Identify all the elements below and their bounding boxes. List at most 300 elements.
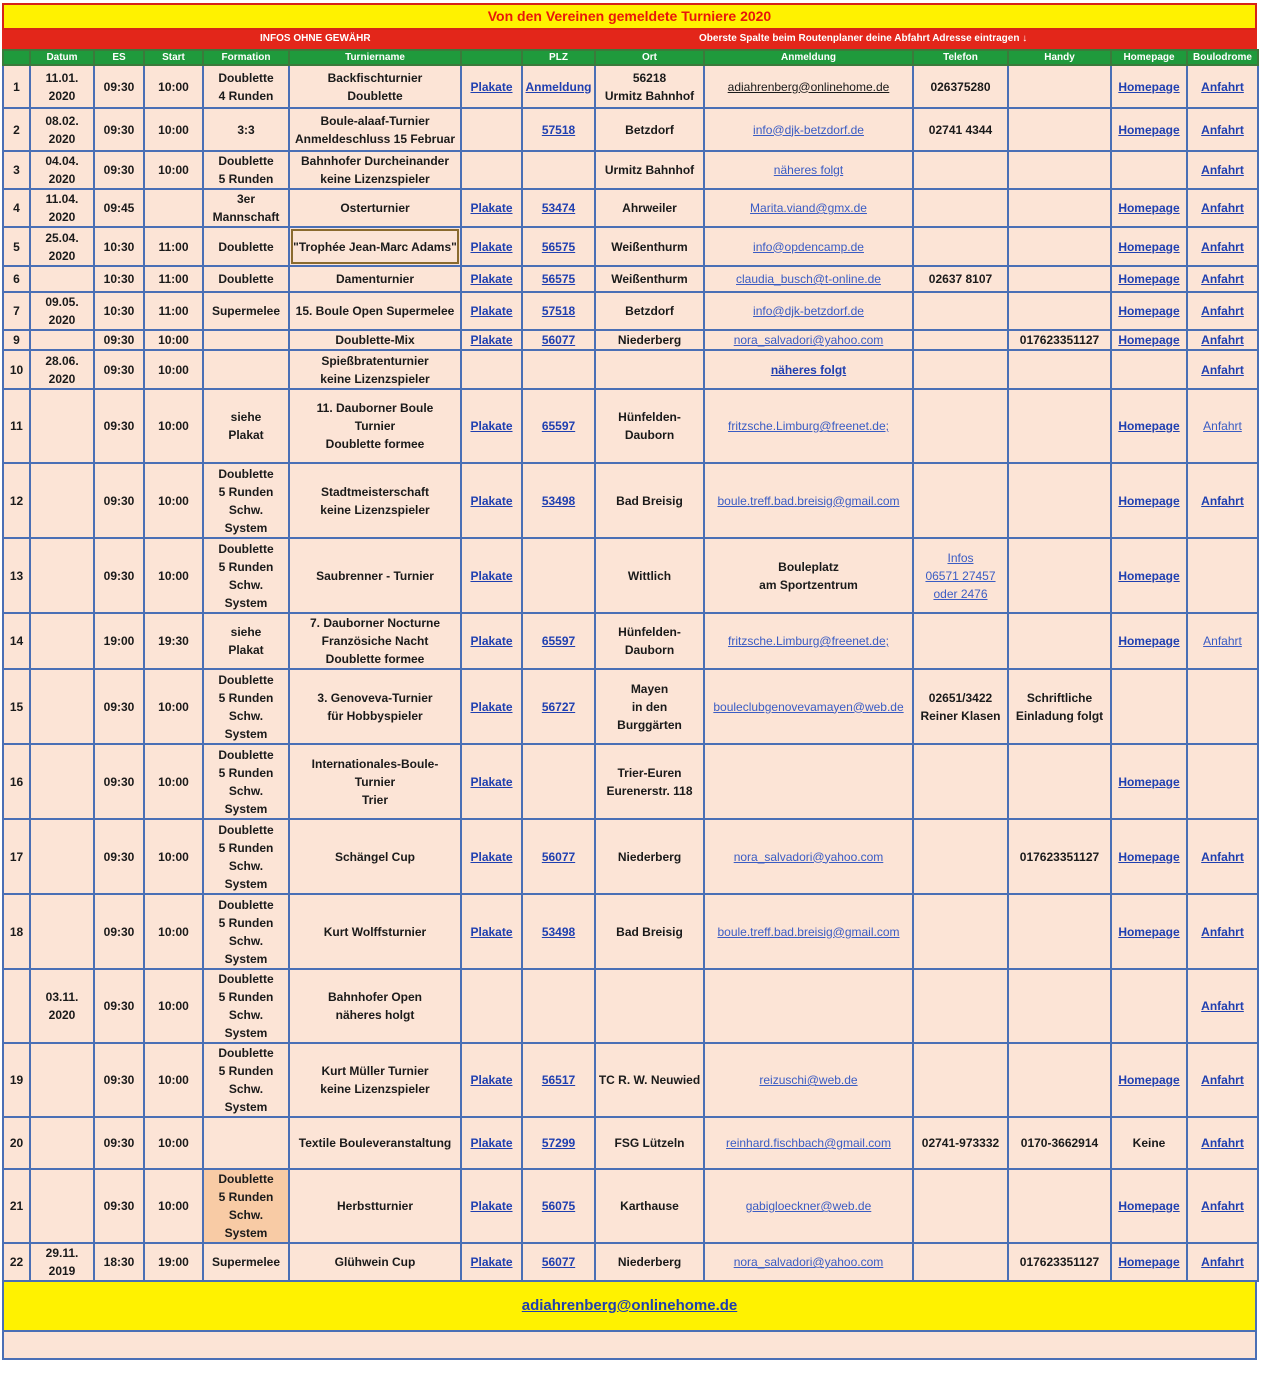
registration-cell[interactable] <box>704 1243 913 1281</box>
registration-cell[interactable] <box>704 227 913 266</box>
poster-link-cell-text[interactable]: Plakate <box>470 493 513 508</box>
poster-link-cell-text[interactable]: Plakate <box>470 419 513 433</box>
registration-cell-text[interactable]: bouleclubgenovevamayen@web.de <box>713 699 904 714</box>
directions-link-cell <box>1187 744 1258 819</box>
directions-link-cell-text[interactable]: Anfahrt <box>1201 362 1244 377</box>
start-time-cell-text: 11:00 <box>158 304 189 318</box>
phone-cell-text: 02741 4344 <box>928 122 993 137</box>
directions-link-cell <box>1187 538 1258 613</box>
homepage-cell <box>1111 1117 1187 1169</box>
registration-cell[interactable] <box>704 463 913 538</box>
start-time-cell-text: 10:00 <box>158 774 189 789</box>
location-cell-text: Hünfelden- Dauborn <box>618 625 681 657</box>
registration-cell-text[interactable]: boule.treff.bad.breisig@gmail.com <box>717 493 900 508</box>
phone-cell <box>913 613 1008 669</box>
registration-cell-text[interactable]: Marita.viand@gmx.de <box>750 201 867 215</box>
directions-link-cell[interactable] <box>1187 292 1258 330</box>
plz-cell-text[interactable]: 56077 <box>541 1255 576 1269</box>
phone-cell <box>913 350 1008 389</box>
homepage-link-cell-text[interactable]: Homepage <box>1118 1073 1180 1087</box>
es-time-cell <box>94 463 144 538</box>
registration-cell-text[interactable]: reinhard.fischbach@gmail.com <box>726 1136 891 1150</box>
registration-cell-text[interactable]: info@djk-betzdorf.de <box>753 122 864 137</box>
es-time-cell-text: 09:45 <box>103 201 135 215</box>
start-time-cell-text: 11:00 <box>158 239 189 254</box>
homepage-link-cell-text[interactable]: Homepage <box>1118 774 1180 789</box>
date-cell <box>30 744 94 819</box>
registration-cell-text[interactable]: claudia_busch@t-online.de <box>736 272 881 286</box>
directions-link-cell[interactable] <box>1187 1117 1258 1169</box>
poster-link-cell-text[interactable]: Plakate <box>470 634 513 648</box>
start-time-cell-text: 10:00 <box>158 493 189 508</box>
directions-link-cell[interactable] <box>1187 463 1258 538</box>
plz-cell-text[interactable]: 57299 <box>541 1136 576 1150</box>
tournament-name-cell-text: Spießbratenturnier keine Lizenzspieler <box>320 353 430 386</box>
poster-link-cell-text[interactable]: Plakate <box>470 79 513 94</box>
directions-link-cell[interactable] <box>1187 1169 1258 1243</box>
directions-link-cell[interactable] <box>1187 819 1258 894</box>
date-cell <box>30 227 94 266</box>
homepage-link-cell[interactable] <box>1111 1043 1187 1117</box>
mobile-cell <box>1008 669 1111 744</box>
tournament-name-cell-text: "Trophée Jean-Marc Adams" <box>293 239 457 254</box>
start-time-cell-text: 10:00 <box>158 924 189 939</box>
homepage-link-cell[interactable] <box>1111 108 1187 151</box>
directions-link-cell[interactable] <box>1187 227 1258 266</box>
start-time-cell <box>144 330 203 350</box>
poster-link-cell[interactable] <box>461 1043 522 1117</box>
es-time-cell-text: 10:30 <box>103 272 135 286</box>
directions-link-cell[interactable] <box>1187 330 1258 350</box>
row-number-cell-text: 18 <box>9 924 24 939</box>
poster-link-cell[interactable] <box>461 669 522 744</box>
row-number-cell <box>3 669 30 744</box>
es-time-cell <box>94 65 144 108</box>
registration-cell[interactable] <box>704 350 913 389</box>
directions-link-cell-text[interactable]: Anfahrt <box>1201 304 1244 318</box>
poster-link-cell-text[interactable]: Plakate <box>470 774 513 789</box>
directions-link-cell[interactable] <box>1187 350 1258 389</box>
registration-cell[interactable] <box>704 151 913 189</box>
formation-cell-text: Doublette 5 Runden Schw. System <box>218 1046 274 1114</box>
date-cell-text: 04.04. 2020 <box>45 154 79 186</box>
registration-cell[interactable] <box>704 1169 913 1243</box>
poster-link-cell[interactable] <box>461 613 522 669</box>
homepage-cell-text: Keine <box>1132 1136 1166 1150</box>
homepage-link-cell-text[interactable]: Homepage <box>1118 333 1180 347</box>
registration-cell-text[interactable]: adiahrenberg@onlinehome.de <box>727 79 890 94</box>
location-cell <box>595 292 704 330</box>
table-row <box>3 613 1258 669</box>
registration-cell[interactable] <box>704 819 913 894</box>
start-time-cell-text: 10:00 <box>158 122 189 137</box>
plz-cell-text[interactable]: 57518 <box>541 122 576 137</box>
homepage-link-cell-text[interactable]: Homepage <box>1118 493 1180 508</box>
registration-cell-text[interactable]: nora_salvadori@yahoo.com <box>733 333 884 347</box>
plz-cell[interactable] <box>522 292 595 330</box>
es-time-cell <box>94 1169 144 1243</box>
plz-cell-text[interactable]: 56575 <box>541 239 576 254</box>
row-number-cell-text: 14 <box>9 634 24 648</box>
directions-link-cell-text[interactable]: Anfahrt <box>1201 79 1244 94</box>
poster-link-cell-text[interactable]: Plakate <box>470 1136 513 1150</box>
es-time-cell-text: 09:30 <box>103 568 135 583</box>
phone-cell-text[interactable]: Infos 06571 27457 oder 2476 <box>925 550 996 601</box>
registration-cell-text[interactable]: fritzsche.Limburg@freenet.de; <box>728 419 889 433</box>
row-number-cell <box>3 350 30 389</box>
directions-link-cell[interactable] <box>1187 969 1258 1043</box>
homepage-link-cell-text[interactable]: Homepage <box>1118 272 1180 286</box>
tournament-name-cell-text: Internationales-Boule- Turnier Trier <box>311 756 439 807</box>
column-header-9: Anmeldung <box>704 50 913 65</box>
registration-cell-text[interactable]: nora_salvadori@yahoo.com <box>733 849 884 864</box>
homepage-link-cell[interactable] <box>1111 266 1187 292</box>
start-time-cell <box>144 1243 203 1281</box>
homepage-link-cell-text[interactable]: Homepage <box>1118 568 1180 583</box>
directions-link-cell[interactable] <box>1187 389 1258 463</box>
registration-cell[interactable] <box>704 894 913 969</box>
phone-cell <box>913 65 1008 108</box>
directions-link-cell[interactable] <box>1187 894 1258 969</box>
poster-link-cell[interactable] <box>461 292 522 330</box>
directions-link-cell-text[interactable]: Anfahrt <box>1203 634 1242 648</box>
registration-cell[interactable] <box>704 669 913 744</box>
row-number-cell <box>3 894 30 969</box>
poster-link-cell[interactable] <box>461 65 522 108</box>
location-cell-text: Mayen in den Burggärten <box>617 681 682 732</box>
plz-cell-text[interactable]: 57518 <box>541 304 576 318</box>
plz-cell-text[interactable]: 65597 <box>541 634 576 648</box>
poster-link-cell-text[interactable]: Plakate <box>470 272 513 286</box>
registration-cell[interactable] <box>704 189 913 227</box>
location-cell <box>595 189 704 227</box>
plz-cell[interactable] <box>522 65 595 108</box>
plz-cell[interactable] <box>522 266 595 292</box>
row-number-cell-text: 9 <box>13 333 20 347</box>
mobile-cell <box>1008 538 1111 613</box>
mobile-cell <box>1008 819 1111 894</box>
directions-link-cell-text[interactable]: Anfahrt <box>1201 272 1244 286</box>
directions-link-cell-text[interactable]: Anfahrt <box>1201 163 1244 177</box>
plz-cell[interactable] <box>522 1117 595 1169</box>
plz-cell[interactable] <box>522 1043 595 1117</box>
directions-link-cell[interactable] <box>1187 266 1258 292</box>
mobile-cell <box>1008 350 1111 389</box>
phone-cell-text: 02637 8107 <box>928 272 993 286</box>
homepage-link-cell[interactable] <box>1111 744 1187 819</box>
directions-link-cell-text[interactable]: Anfahrt <box>1201 999 1244 1013</box>
directions-link-cell-text[interactable]: Anfahrt <box>1201 493 1244 508</box>
poster-link-cell[interactable] <box>461 227 522 266</box>
tournament-name-cell <box>289 669 461 744</box>
poster-link-cell-text[interactable]: Plakate <box>470 239 513 254</box>
registration-cell-text[interactable]: boule.treff.bad.breisig@gmail.com <box>717 924 900 939</box>
phone-cell <box>913 330 1008 350</box>
registration-cell-text: Bouleplatz am Sportzentrum <box>759 559 858 592</box>
registration-cell[interactable] <box>704 389 913 463</box>
es-time-cell <box>94 389 144 463</box>
plz-cell-text[interactable]: 65597 <box>541 419 576 433</box>
tournament-name-cell <box>289 266 461 292</box>
homepage-link-cell[interactable] <box>1111 1243 1187 1281</box>
homepage-link-cell-text[interactable]: Homepage <box>1118 924 1180 939</box>
plz-cell[interactable] <box>522 330 595 350</box>
poster-link-cell-text[interactable]: Plakate <box>470 568 513 583</box>
start-time-cell <box>144 1043 203 1117</box>
mobile-cell <box>1008 151 1111 189</box>
plz-cell[interactable] <box>522 819 595 894</box>
row-number-cell <box>3 744 30 819</box>
formation-cell <box>203 463 289 538</box>
homepage-link-cell-text[interactable]: Homepage <box>1118 634 1180 648</box>
poster-link-cell[interactable] <box>461 1117 522 1169</box>
date-cell <box>30 189 94 227</box>
date-cell-text: 03.11. 2020 <box>45 990 79 1022</box>
formation-cell <box>203 1243 289 1281</box>
poster-link-cell[interactable] <box>461 744 522 819</box>
date-cell-text: 08.02. 2020 <box>45 113 79 146</box>
location-cell-text: Hünfelden- Dauborn <box>618 410 681 442</box>
plz-cell-text[interactable]: 53498 <box>541 493 576 508</box>
row-number-cell <box>3 108 30 151</box>
poster-link-cell[interactable] <box>461 330 522 350</box>
registration-cell-text[interactable]: info@opdencamp.de <box>753 239 864 254</box>
directions-link-cell[interactable] <box>1187 65 1258 108</box>
registration-cell[interactable] <box>704 65 913 108</box>
directions-link-cell-text[interactable]: Anfahrt <box>1201 1255 1244 1269</box>
es-time-cell-text: 09:30 <box>103 849 135 864</box>
homepage-link-cell[interactable] <box>1111 292 1187 330</box>
directions-link-cell-text[interactable]: Anfahrt <box>1201 1136 1244 1150</box>
tournament-name-cell <box>289 744 461 819</box>
column-header-7: PLZ <box>522 50 595 65</box>
es-time-cell <box>94 538 144 613</box>
poster-link-cell[interactable] <box>461 463 522 538</box>
poster-link-cell[interactable] <box>461 1243 522 1281</box>
row-number-cell-text: 15 <box>9 699 24 714</box>
registration-cell-text[interactable]: info@djk-betzdorf.de <box>753 304 864 318</box>
homepage-link-cell-text[interactable]: Homepage <box>1118 201 1180 215</box>
poster-link-cell-text[interactable]: Plakate <box>470 699 513 714</box>
poster-link-cell[interactable] <box>461 1169 522 1243</box>
plz-cell-text[interactable]: 56075 <box>541 1199 576 1213</box>
date-cell <box>30 463 94 538</box>
registration-cell-text[interactable]: reizuschi@web.de <box>759 1073 858 1087</box>
directions-link-cell[interactable] <box>1187 151 1258 189</box>
directions-link-cell-text[interactable]: Anfahrt <box>1201 122 1244 137</box>
registration-cell-text[interactable]: näheres folgt <box>773 163 844 177</box>
table-row <box>3 1169 1258 1243</box>
table-row <box>3 389 1258 463</box>
directions-link-cell[interactable] <box>1187 108 1258 151</box>
poster-link-cell-text[interactable]: Plakate <box>470 1199 513 1213</box>
plz-cell-text[interactable]: 56727 <box>541 699 576 714</box>
homepage-link-cell[interactable] <box>1111 463 1187 538</box>
homepage-link-cell[interactable] <box>1111 189 1187 227</box>
plz-cell[interactable] <box>522 894 595 969</box>
tournament-name-cell <box>289 330 461 350</box>
mobile-cell <box>1008 744 1111 819</box>
start-time-cell <box>144 463 203 538</box>
plz-cell-text[interactable]: 56517 <box>541 1073 576 1087</box>
poster-link-cell-text[interactable]: Plakate <box>470 333 513 347</box>
plz-cell-text[interactable]: Anmeldung <box>525 79 592 94</box>
location-cell <box>595 969 704 1043</box>
plz-cell[interactable] <box>522 463 595 538</box>
registration-cell-text[interactable]: fritzsche.Limburg@freenet.de; <box>728 634 889 648</box>
formation-cell-text: 3:3 <box>237 122 255 137</box>
table-row <box>3 65 1258 108</box>
registration-cell[interactable] <box>704 108 913 151</box>
homepage-link-cell-text[interactable]: Homepage <box>1118 419 1180 433</box>
directions-link-cell[interactable] <box>1187 613 1258 669</box>
homepage-link-cell-text[interactable]: Homepage <box>1118 79 1180 94</box>
plz-cell-text[interactable]: 53474 <box>541 201 576 215</box>
directions-link-cell-text[interactable]: Anfahrt <box>1201 239 1244 254</box>
registration-cell-text[interactable]: gabigloeckner@web.de <box>745 1199 872 1213</box>
es-time-cell-text: 10:30 <box>103 239 135 254</box>
poster-link-cell <box>461 108 522 151</box>
tournament-name-cell-text: 7. Dauborner Nocturne Französiche Nacht Doublette formee <box>309 616 441 666</box>
directions-link-cell-text[interactable]: Anfahrt <box>1201 333 1244 347</box>
date-cell <box>30 969 94 1043</box>
homepage-link-cell-text[interactable]: Homepage <box>1118 1255 1180 1269</box>
footer-email-link[interactable]: adiahrenberg@onlinehome.de <box>521 1297 738 1314</box>
plz-cell[interactable] <box>522 613 595 669</box>
row-number-cell-text: 16 <box>9 774 24 789</box>
plz-cell[interactable] <box>522 189 595 227</box>
mobile-cell <box>1008 65 1111 108</box>
es-time-cell-text: 09:30 <box>103 493 135 508</box>
directions-link-cell-text[interactable]: Anfahrt <box>1201 201 1244 215</box>
homepage-link-cell-text[interactable]: Homepage <box>1118 849 1180 864</box>
mobile-cell <box>1008 894 1111 969</box>
plz-cell-text[interactable]: 56575 <box>541 272 576 286</box>
homepage-link-cell[interactable] <box>1111 330 1187 350</box>
plz-cell-text[interactable]: 56077 <box>541 849 576 864</box>
start-time-cell <box>144 227 203 266</box>
poster-link-cell[interactable] <box>461 819 522 894</box>
poster-link-cell-text[interactable]: Plakate <box>470 924 513 939</box>
plz-cell[interactable] <box>522 108 595 151</box>
formation-cell <box>203 1169 289 1243</box>
mobile-cell <box>1008 108 1111 151</box>
directions-link-cell[interactable] <box>1187 1243 1258 1281</box>
directions-link-cell-text[interactable]: Anfahrt <box>1201 849 1244 864</box>
homepage-link-cell[interactable] <box>1111 894 1187 969</box>
start-time-cell-text: 11:00 <box>158 272 189 286</box>
homepage-link-cell-text[interactable]: Homepage <box>1118 239 1180 254</box>
poster-link-cell[interactable] <box>461 389 522 463</box>
location-cell-text: Urmitz Bahnhof <box>604 163 695 177</box>
phone-cell[interactable] <box>913 538 1008 613</box>
tournament-name-cell <box>289 613 461 669</box>
phone-cell <box>913 227 1008 266</box>
plz-cell[interactable] <box>522 389 595 463</box>
directions-link-cell-text[interactable]: Anfahrt <box>1201 1199 1244 1213</box>
registration-cell[interactable] <box>704 266 913 292</box>
plz-cell[interactable] <box>522 1169 595 1243</box>
location-cell-text: Ahrweiler <box>622 201 677 215</box>
registration-cell[interactable] <box>704 613 913 669</box>
poster-link-cell-text[interactable]: Plakate <box>470 1073 513 1087</box>
formation-cell-text: siehe Plakat <box>228 625 264 657</box>
homepage-link-cell-text[interactable]: Homepage <box>1118 1199 1180 1213</box>
poster-link-cell-text[interactable]: Plakate <box>470 304 513 318</box>
footer-banner <box>2 1282 1257 1332</box>
registration-cell <box>704 538 913 613</box>
poster-link-cell[interactable] <box>461 266 522 292</box>
es-time-cell-text: 09:30 <box>103 362 135 377</box>
homepage-link-cell[interactable] <box>1111 613 1187 669</box>
registration-cell[interactable] <box>704 330 913 350</box>
homepage-link-cell[interactable] <box>1111 1169 1187 1243</box>
plz-cell[interactable] <box>522 227 595 266</box>
start-time-cell <box>144 266 203 292</box>
location-cell <box>595 819 704 894</box>
date-cell-text: 28.06. 2020 <box>45 353 79 386</box>
table-row <box>3 463 1258 538</box>
directions-link-cell[interactable] <box>1187 189 1258 227</box>
location-cell <box>595 744 704 819</box>
poster-link-cell-text[interactable]: Plakate <box>470 849 513 864</box>
poster-link-cell-text[interactable]: Plakate <box>470 201 513 215</box>
es-time-cell-text: 10:30 <box>103 304 135 318</box>
start-time-cell-text: 10:00 <box>158 1073 189 1087</box>
homepage-link-cell[interactable] <box>1111 65 1187 108</box>
row-number-cell <box>3 227 30 266</box>
homepage-link-cell[interactable] <box>1111 819 1187 894</box>
mobile-cell-text: 017623351127 <box>1019 1255 1100 1269</box>
es-time-cell <box>94 894 144 969</box>
directions-link-cell[interactable] <box>1187 1043 1258 1117</box>
directions-link-cell-text[interactable]: Anfahrt <box>1201 924 1244 939</box>
poster-link-cell[interactable] <box>461 538 522 613</box>
homepage-link-cell[interactable] <box>1111 227 1187 266</box>
es-time-cell <box>94 969 144 1043</box>
homepage-link-cell[interactable] <box>1111 389 1187 463</box>
registration-cell-text[interactable]: nora_salvadori@yahoo.com <box>733 1255 884 1269</box>
mobile-cell <box>1008 969 1111 1043</box>
homepage-link-cell[interactable] <box>1111 538 1187 613</box>
row-number-cell-text: 22 <box>9 1255 24 1269</box>
sheet-title: Von den Vereinen gemeldete Turniere 2020 <box>2 3 1257 30</box>
row-number-cell <box>3 819 30 894</box>
date-cell <box>30 151 94 189</box>
plz-cell[interactable] <box>522 1243 595 1281</box>
start-time-cell <box>144 389 203 463</box>
row-number-cell <box>3 1243 30 1281</box>
column-header-1: Datum <box>30 50 94 65</box>
plz-cell[interactable] <box>522 669 595 744</box>
directions-link-cell-text[interactable]: Anfahrt <box>1203 419 1242 433</box>
poster-link-cell[interactable] <box>461 894 522 969</box>
poster-link-cell-text[interactable]: Plakate <box>470 1255 513 1269</box>
registration-cell-text[interactable]: näheres folgt <box>770 362 847 377</box>
directions-link-cell-text[interactable]: Anfahrt <box>1201 1073 1244 1087</box>
registration-cell[interactable] <box>704 1043 913 1117</box>
registration-cell[interactable] <box>704 1117 913 1169</box>
homepage-link-cell-text[interactable]: Homepage <box>1118 122 1180 137</box>
registration-cell[interactable] <box>704 292 913 330</box>
formation-cell-text: Supermelee <box>211 304 281 318</box>
homepage-link-cell-text[interactable]: Homepage <box>1118 304 1180 318</box>
plz-cell-text[interactable]: 56077 <box>541 333 576 347</box>
poster-link-cell[interactable] <box>461 189 522 227</box>
plz-cell-text[interactable]: 53498 <box>541 924 576 939</box>
start-time-cell <box>144 969 203 1043</box>
row-number-cell <box>3 266 30 292</box>
